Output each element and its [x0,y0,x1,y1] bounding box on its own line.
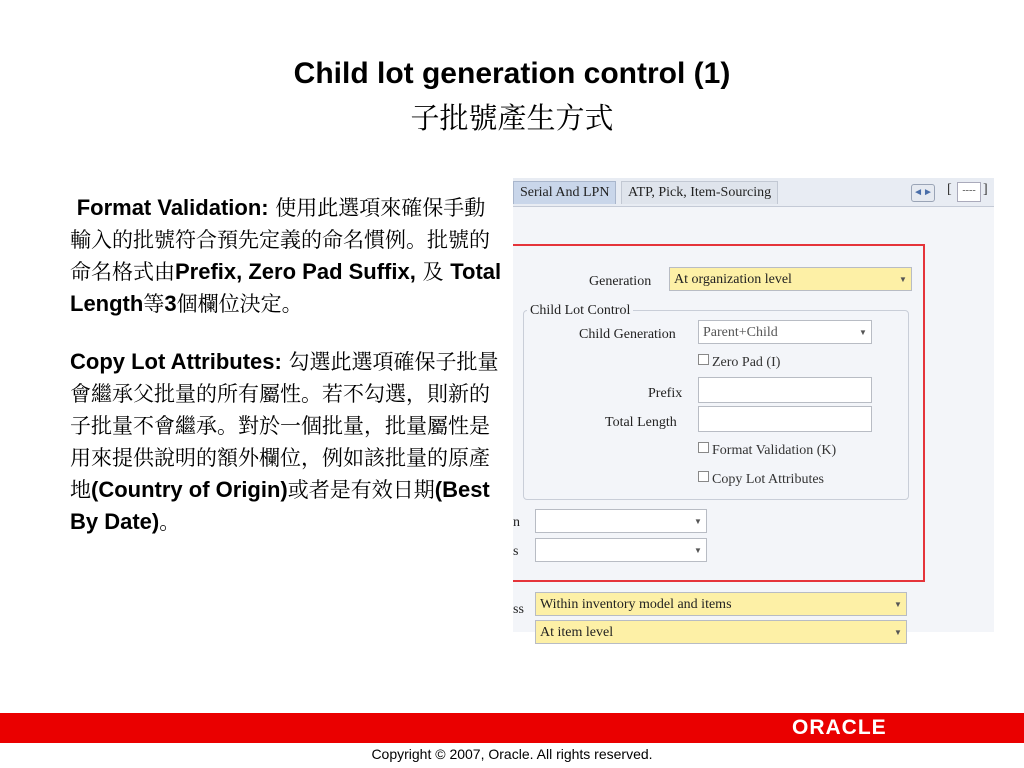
format-validation-heading: Format Validation: [76,195,269,220]
format-validation-fields: Prefix, Zero Pad Suffix, [175,259,416,284]
format-validation-text-1: 使用此選項來確保手動輸入的批號符合預先定義的命名慣例。批號的命名格式由 [70,196,490,284]
copy-lot-paragraph [70,346,502,538]
format-validation-text-4: 個欄位決定。 [176,292,303,316]
copy-lot-attributes-checkbox[interactable] [698,471,824,488]
chevron-down-icon: ▼ [859,328,867,337]
format-validation-text-3: 等 [143,292,165,316]
child-generation-value: Parent+Child [703,325,778,340]
generation-label: Generation [589,274,652,289]
truncated-select-2[interactable] [535,538,707,562]
tab-extra-field[interactable]: ---- [957,182,981,202]
format-validation-text-2: 及 [415,260,451,284]
prefix-label: Prefix [648,386,683,401]
total-length-label: Total Length [605,415,677,430]
chevron-down-icon: ▼ [694,517,702,526]
truncated-label-3: ss [513,602,524,617]
child-generation-select[interactable] [698,320,872,344]
item-attributes-screenshot [513,178,994,640]
slide-subtitle: 子批號產生方式 [410,101,614,135]
truncated-select-1[interactable] [535,509,707,533]
chevron-down-icon: ▼ [894,600,902,609]
checkbox-icon [698,471,709,482]
lower-select-1-value: Within inventory model and items [540,597,732,612]
copy-lot-best-by-date: (Best By Date) [70,477,490,534]
checkbox-icon [698,442,709,453]
tab-bracket-open: [ [947,182,952,197]
copyright-text: Copyright © 2007, Oracle. All rights reserved. [371,746,653,762]
chevron-down-icon: ▼ [899,275,907,284]
slide-title: Child lot generation control (1) [293,57,731,90]
slide-body [70,192,502,538]
oracle-logo: ORACLE [792,716,887,739]
tab-atp-pick-item-sourcing[interactable]: ATP, Pick, Item-Sourcing [621,181,778,204]
format-validation-total-length: Total Length [70,259,502,316]
format-validation-paragraph [70,192,502,320]
lower-select-2-value: At item level [540,625,614,640]
checkbox-icon [698,354,709,365]
copy-lot-text-3: 。 [159,510,181,534]
chevron-down-icon: ▼ [694,546,702,555]
child-lot-control-label: Child Lot Control [527,303,633,319]
chevron-down-icon: ▼ [894,628,902,637]
generation-value: At organization level [674,272,792,287]
copy-lot-text-2: 或者是有效日期 [287,478,435,502]
lot-divisible-select[interactable] [535,592,907,616]
zero-pad-checkbox[interactable] [698,354,780,371]
tab-serial-and-lpn[interactable]: Serial And LPN [513,181,616,204]
copy-lot-country-of-origin: (Country of Origin) [91,477,288,502]
truncated-label-2: s [513,544,519,559]
copy-lot-heading: Copy Lot Attributes: [70,349,282,374]
truncated-label-1: n [513,515,520,530]
tab-scroll-icon[interactable]: ◄► [911,184,935,202]
format-validation-count: 3 [164,291,177,316]
zero-pad-label: Zero Pad (I) [712,355,781,370]
generation-select[interactable] [669,267,912,291]
total-length-input[interactable] [698,406,872,432]
tab-bracket-close: ] [983,182,988,197]
prefix-input[interactable] [698,377,872,403]
child-generation-label: Child Generation [579,327,676,342]
tab-bar [513,178,994,207]
copy-lot-text-1: 勾選此選項確保子批量會繼承父批量的所有屬性。若不勾選，則新的子批量不會繼承。對於一個批量，批量屬性是用來提供說明的額外欄位，例如該批量的原產地 [70,350,499,502]
copy-lot-attributes-label: Copy Lot Attributes [712,472,824,487]
format-validation-label: Format Validation (K) [712,443,837,458]
lot-level-select[interactable] [535,620,907,644]
format-validation-checkbox[interactable] [698,442,836,459]
